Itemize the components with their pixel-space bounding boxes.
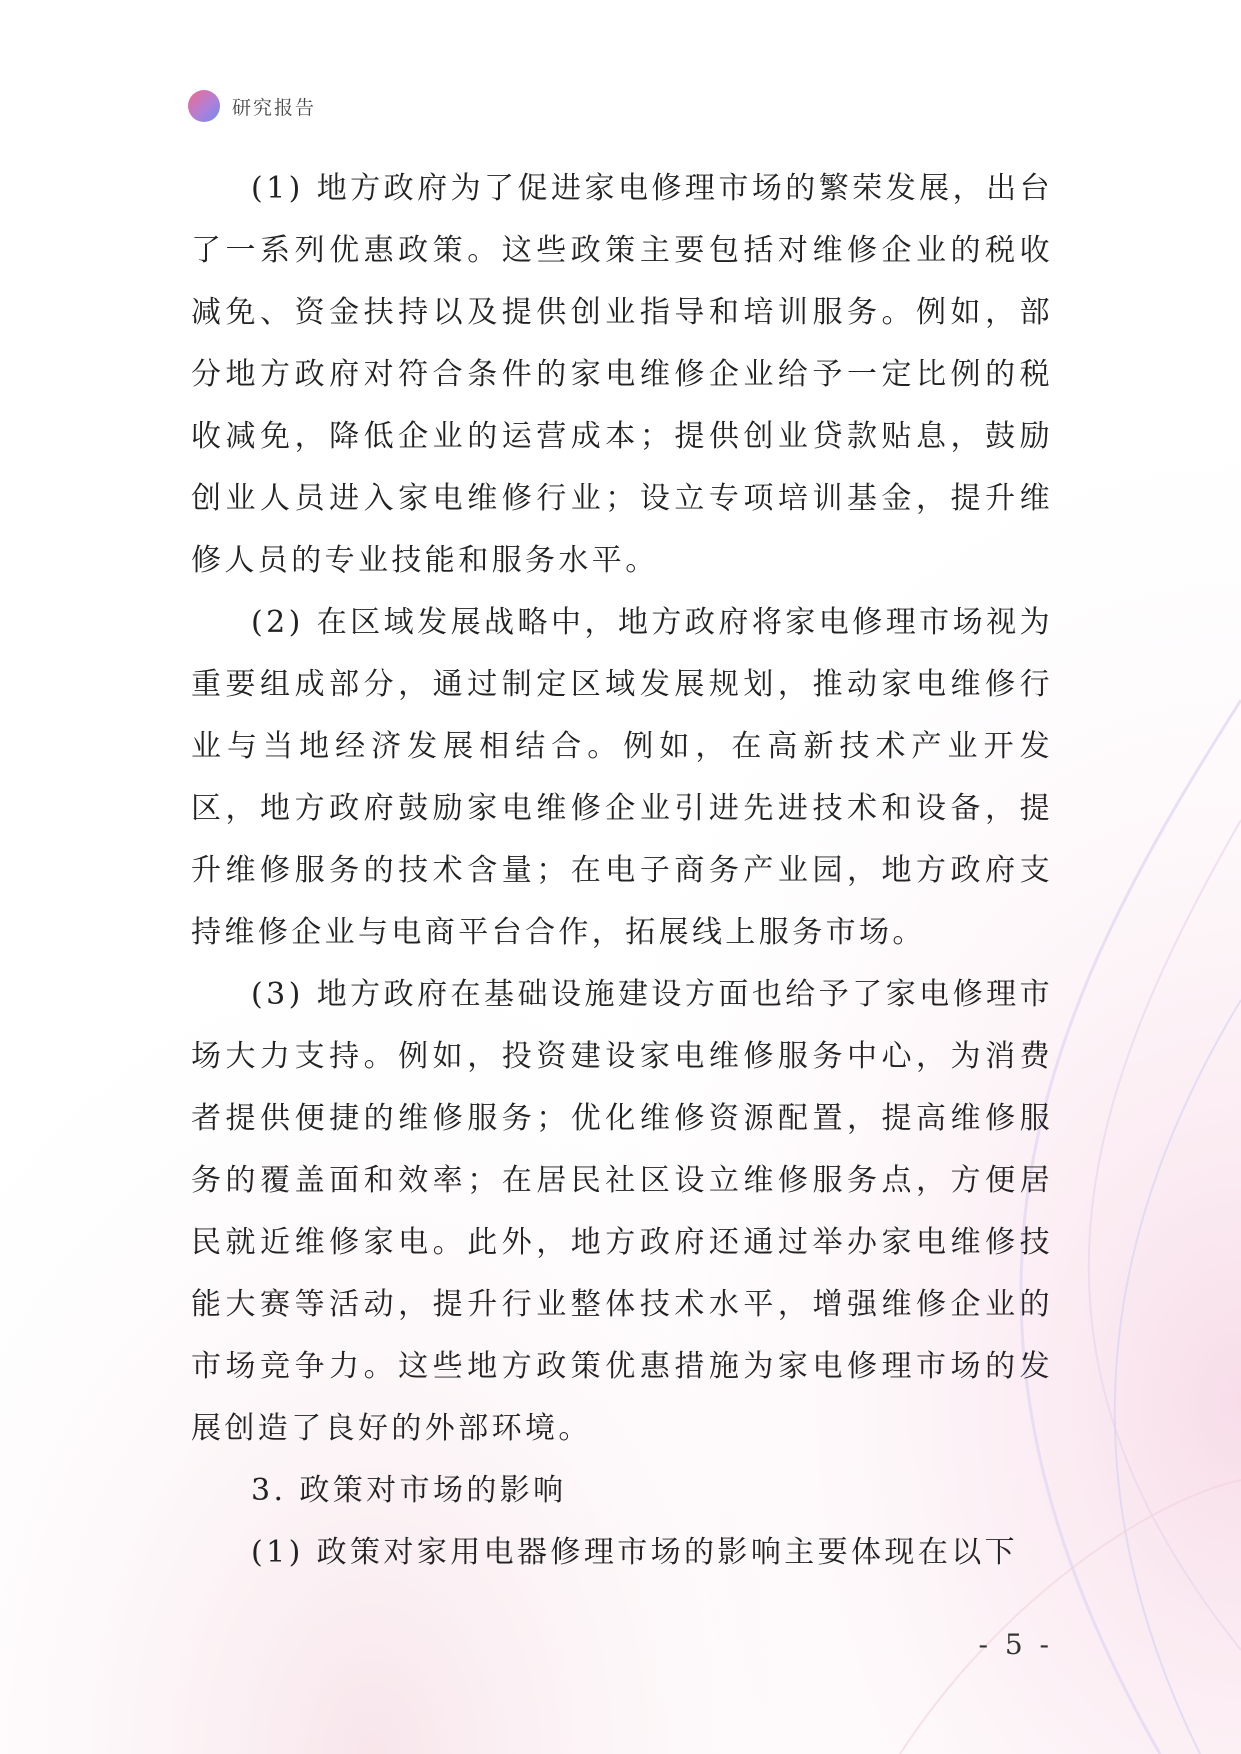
body-text <box>191 158 1053 1584</box>
paragraph-2: (2) 在区域发展战略中，地方政府将家电修理市场视为重要组成部分，通过制定区域发展规划，推动家电维修行业与当地经济发展相结合。例如，在高新技术产业开发区，地方政府鼓励家电维修企业引进先进技术和设备，提升维修服务的技术含量；在电子商务产业园，地方政府支持维修企业与电商平台合作，拓展线上服务市场。 <box>191 605 1053 950</box>
paragraph-4: (1) 政策对家用电器修理市场的影响主要体现在以下 <box>251 1535 1019 1570</box>
page-number: - 5 - <box>978 1628 1053 1661</box>
logo-icon <box>188 90 220 122</box>
page-header <box>188 89 316 123</box>
section-heading: 3. 政策对市场的影响 <box>251 1473 567 1508</box>
paragraph-1: (1) 地方政府为了促进家电修理市场的繁荣发展，出台了一系列优惠政策。这些政策主要包括对维修企业的税收减免、资金扶持以及提供创业指导和培训服务。例如，部分地方政府对符合条件的家电维修企业给予一定比例的税收减免，降低企业的运营成本；提供创业贷款贴息，鼓励创业人员进入家电维修行业；设立专项培训基金，提升维修人员的专业技能和服务水平。 <box>191 171 1053 578</box>
paragraph-3: (3) 地方政府在基础设施建设方面也给予了家电修理市场大力支持。例如，投资建设家电维修服务中心，为消费者提供便捷的维修服务；优化维修资源配置，提高维修服务的覆盖面和效率；在居民社区设立维修服务点，方便居民就近维修家电。此外，地方政府还通过举办家电维修技能大赛等活动，提升行业整体技术水平，增强维修企业的市场竞争力。这些地方政策优惠措施为家电修理市场的发展创造了良好的外部环境。 <box>191 977 1053 1446</box>
header-title: 研究报告 <box>232 96 317 119</box>
